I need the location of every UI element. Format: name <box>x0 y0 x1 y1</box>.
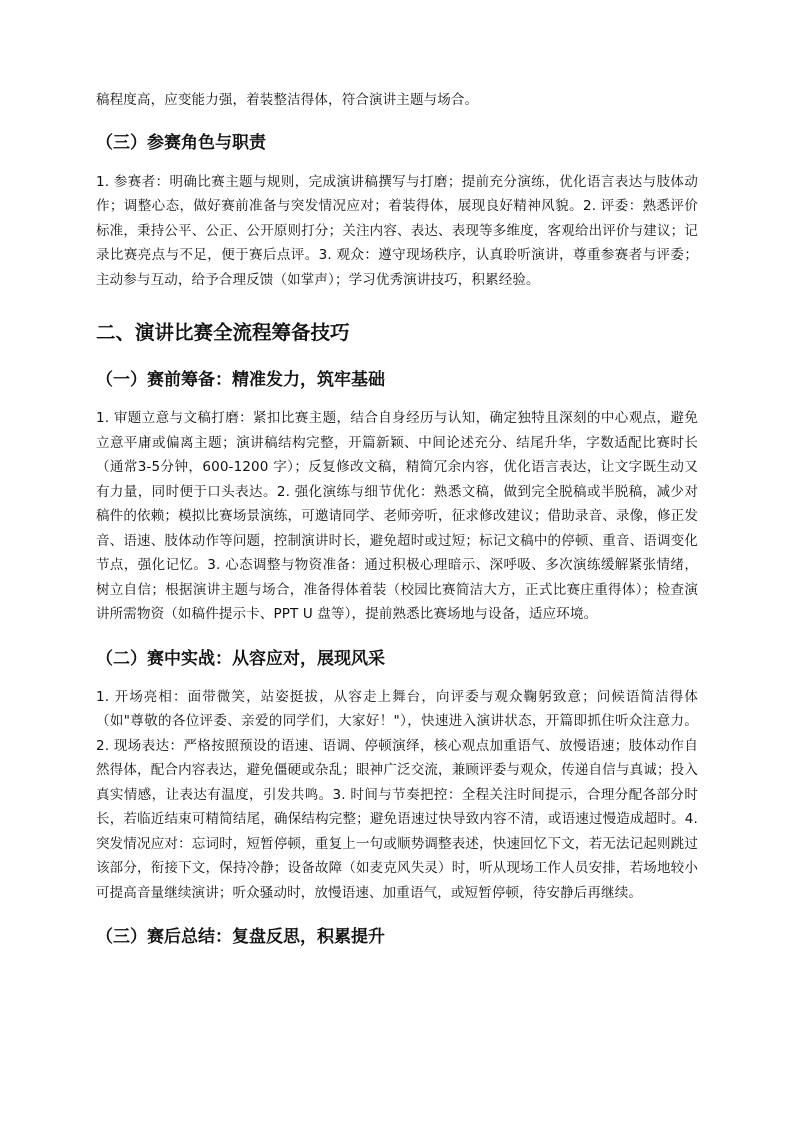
paragraph-during: 1. 开场亮相：面带微笑，站姿挺拔，从容走上舞台，向评委与观众鞠躬致意；问候语简洁得体（如"尊敬的各位评委、亲爱的同学们，大家好！"），快速进入演讲状态，开篇即抓住听众注意力。2. 现场表达：严格按照预设的语速、语调、停顿演绎，核心观点加重语气、放慢语速；肢体动作自然得体，配合内容表达，避免僵硬或杂乱；眼神广泛交流，兼顾评委与观众，传递自信与真诚；投入真实情感，让表达有温度，引发共鸣。3. 时间与节奏把控：全程关注时间提示，合理分配各部分时长，若临近结束可精简结尾，确保结构完整；避免语速过快导致内容不清，或语速过慢造成超时。4. 突发情况应对：忘词时，短暂停顿，重复上一句或顺势调整表述，快速回忆下文，若无法记起则跳过该部分，衔接下文，保持冷静；设备故障（如麦克风失灵）时，听从现场工作人员安排，若场地较小可提高音量继续演讲；听众骚动时，放慢语速、加重语气，或短暂停顿，待安静后再继续。 <box>96 688 698 901</box>
section-heading-before: （一）赛前筹备：精准发力，筑牢基础 <box>96 370 385 390</box>
section-heading-after: （三）赛后总结：复盘反思，积累提升 <box>96 927 385 947</box>
paragraph-intro-tail: 稿程度高，应变能力强，着装整洁得体，符合演讲主题与场合。 <box>96 92 479 108</box>
section-heading-during: （二）赛中实战：从容应对，展现风采 <box>96 648 385 669</box>
chapter-heading-process: 二、演讲比赛全流程筹备技巧 <box>96 321 350 344</box>
paragraph-before: 1. 审题立意与文稿打磨：紧扣比赛主题，结合自身经历与认知，确定独特且深刻的中心观点，避免立意平庸或偏离主题；演讲稿结构完整，开篇新颖、中间论述充分、结尾升华，字数适配比赛时长（通常3-5分钟，600-1200 字）；反复修改文稿，精简冗余内容，优化语言表达，让文字既生动又有力量，同时便于口头表达。2. 强化演练与细节优化：熟悉文稿，做到完全脱稿或半脱稿，减少对稿件的依赖；模拟比赛场景演练，可邀请同学、老师旁听，征求修改建议；借助录音、录像，修正发音、语速、肢体动作等问题，控制演讲时长，避免超时或过短；标记文稿中的停顿、重音、语调变化节点，强化记忆。3. 心态调整与物资准备：通过积极心理暗示、深呼吸、多次演练缓解紧张情绪，树立自信；根据演讲主题与场合，准备得体着装（校园比赛简洁大方，正式比赛庄重得体）；检查演讲所需物资（如稿件提示卡、PPT U 盘等），提前熟悉比赛场地与设备，适应环境。 <box>96 410 698 622</box>
paragraph-roles: 1. 参赛者：明确比赛主题与规则，完成演讲稿撰写与打磨；提前充分演练，优化语言表达与肢体动作；调整心态，做好赛前准备与突发情况应对；着装得体，展现良好精神风貌。2. 评委：熟悉评价标准，秉持公平、公正、公开原则打分；关注内容、表达、表现等多维度，客观给出评价与建议；记录比赛亮点与不足，便于赛后点评。3. 观众：遵守现场秩序，认真聆听演讲，尊重参赛者与评委；主动参与互动，给予合理反馈（如掌声）；学习优秀演讲技巧，积累经验。 <box>96 173 698 288</box>
section-heading-roles: （三）参赛角色与职责 <box>96 132 266 153</box>
